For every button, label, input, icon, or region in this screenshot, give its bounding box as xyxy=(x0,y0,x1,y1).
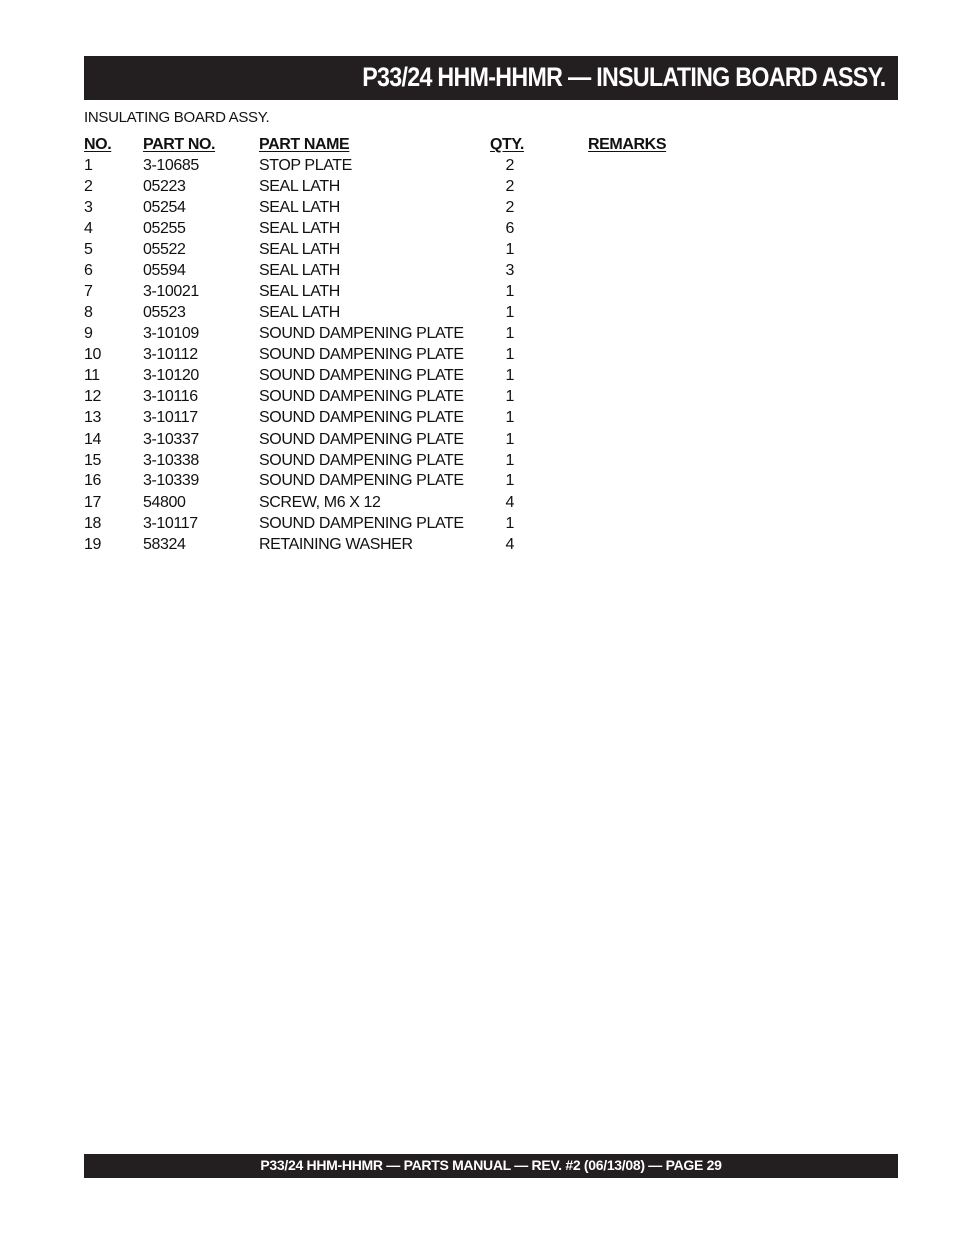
cell-part-no: 05594 xyxy=(143,262,186,279)
table-row xyxy=(84,367,684,388)
cell-part-no: 58324 xyxy=(143,536,186,553)
cell-no: 1 xyxy=(84,157,93,174)
cell-no: 18 xyxy=(84,515,101,532)
cell-part-no: 3-10685 xyxy=(143,157,199,174)
table-row xyxy=(84,304,684,325)
cell-part-no: 05254 xyxy=(143,199,186,216)
cell-qty: 1 xyxy=(505,241,514,258)
cell-no: 7 xyxy=(84,283,93,300)
parts-table xyxy=(84,136,684,553)
cell-qty: 2 xyxy=(505,178,514,195)
cell-part-name: SEAL LATH xyxy=(259,262,340,279)
cell-part-name: SOUND DAMPENING PLATE xyxy=(259,346,464,363)
table-row xyxy=(84,178,684,199)
page-title: P33/24 HHM-HHMR — INSULATING BOARD ASSY. xyxy=(362,62,886,92)
cell-part-no: 3-10116 xyxy=(143,388,198,405)
section-subtitle: INSULATING BOARD ASSY. xyxy=(84,109,270,126)
table-row xyxy=(84,325,684,346)
cell-no: 10 xyxy=(84,346,101,363)
cell-qty: 1 xyxy=(505,472,514,489)
cell-part-name: SOUND DAMPENING PLATE xyxy=(259,325,464,342)
cell-part-no: 3-10339 xyxy=(143,472,199,489)
table-row xyxy=(84,388,684,409)
cell-part-no: 3-10120 xyxy=(143,367,199,384)
table-row xyxy=(84,199,684,220)
cell-no: 2 xyxy=(84,178,93,195)
cell-part-no: 05522 xyxy=(143,241,186,258)
table-row xyxy=(84,409,684,430)
cell-part-name: SOUND DAMPENING PLATE xyxy=(259,472,464,489)
cell-qty: 1 xyxy=(505,515,514,532)
table-row xyxy=(84,283,684,304)
cell-part-name: SOUND DAMPENING PLATE xyxy=(259,367,464,384)
column-header-part-name: PART NAME xyxy=(259,136,350,153)
table-row xyxy=(84,536,684,557)
cell-qty: 1 xyxy=(505,346,514,363)
cell-part-name: SEAL LATH xyxy=(259,178,340,195)
cell-qty: 1 xyxy=(505,367,514,384)
cell-no: 15 xyxy=(84,452,101,469)
cell-qty: 6 xyxy=(505,220,514,237)
cell-part-no: 05255 xyxy=(143,220,186,237)
page-header xyxy=(84,56,898,100)
cell-part-name: STOP PLATE xyxy=(259,157,352,174)
cell-qty: 1 xyxy=(505,409,514,426)
cell-qty: 4 xyxy=(505,494,514,511)
cell-part-name: SEAL LATH xyxy=(259,199,340,216)
table-row xyxy=(84,241,684,262)
table-row xyxy=(84,346,684,367)
cell-part-no: 05223 xyxy=(143,178,186,195)
cell-qty: 1 xyxy=(505,304,514,321)
footer-text: P33/24 HHM-HHMR — PARTS MANUAL — REV. #2 (06/13/08) — PAGE 29 xyxy=(260,1157,722,1173)
cell-no: 4 xyxy=(84,220,93,237)
table-row xyxy=(84,262,684,283)
cell-no: 12 xyxy=(84,388,101,405)
cell-part-name: SEAL LATH xyxy=(259,220,340,237)
cell-part-name: SEAL LATH xyxy=(259,283,340,300)
cell-no: 13 xyxy=(84,409,101,426)
cell-part-name: RETAINING WASHER xyxy=(259,536,413,553)
cell-part-no: 3-10117 xyxy=(143,409,198,426)
cell-part-no: 3-10021 xyxy=(143,283,199,300)
cell-part-name: SOUND DAMPENING PLATE xyxy=(259,431,464,448)
cell-part-no: 3-10338 xyxy=(143,452,199,469)
table-row xyxy=(84,472,684,493)
cell-part-name: SEAL LATH xyxy=(259,241,340,258)
cell-part-no: 3-10337 xyxy=(143,431,199,448)
table-row xyxy=(84,157,684,178)
column-header-remarks: REMARKS xyxy=(588,136,667,153)
cell-qty: 4 xyxy=(505,536,514,553)
cell-qty: 1 xyxy=(505,388,514,405)
cell-no: 3 xyxy=(84,199,93,216)
cell-part-no: 05523 xyxy=(143,304,186,321)
cell-qty: 2 xyxy=(505,199,514,216)
cell-no: 16 xyxy=(84,472,101,489)
cell-no: 14 xyxy=(84,431,101,448)
cell-part-no: 3-10109 xyxy=(143,325,199,342)
cell-part-name: SCREW, M6 X 12 xyxy=(259,494,381,511)
cell-part-no: 3-10117 xyxy=(143,515,198,532)
column-header-part-no: PART NO. xyxy=(143,136,216,153)
table-header-row xyxy=(84,136,684,157)
cell-no: 11 xyxy=(84,367,100,384)
cell-qty: 1 xyxy=(505,452,514,469)
cell-part-name: SOUND DAMPENING PLATE xyxy=(259,515,464,532)
cell-no: 17 xyxy=(84,494,101,511)
cell-part-name: SOUND DAMPENING PLATE xyxy=(259,452,464,469)
page-footer xyxy=(84,1154,898,1178)
cell-part-name: SEAL LATH xyxy=(259,304,340,321)
column-header-qty: QTY. xyxy=(490,136,524,153)
column-header-no: NO. xyxy=(84,136,112,153)
table-row xyxy=(84,515,684,536)
cell-no: 5 xyxy=(84,241,93,258)
cell-qty: 1 xyxy=(505,325,514,342)
table-row xyxy=(84,431,684,452)
cell-part-name: SOUND DAMPENING PLATE xyxy=(259,409,464,426)
cell-no: 9 xyxy=(84,325,93,342)
cell-qty: 1 xyxy=(505,431,514,448)
cell-qty: 2 xyxy=(505,157,514,174)
cell-qty: 1 xyxy=(505,283,514,300)
cell-no: 8 xyxy=(84,304,93,321)
cell-part-name: SOUND DAMPENING PLATE xyxy=(259,388,464,405)
cell-no: 6 xyxy=(84,262,93,279)
cell-qty: 3 xyxy=(505,262,514,279)
table-row xyxy=(84,220,684,241)
table-row xyxy=(84,452,684,473)
cell-part-no: 54800 xyxy=(143,494,186,511)
cell-no: 19 xyxy=(84,536,101,553)
table-row xyxy=(84,494,684,515)
cell-part-no: 3-10112 xyxy=(143,346,198,363)
